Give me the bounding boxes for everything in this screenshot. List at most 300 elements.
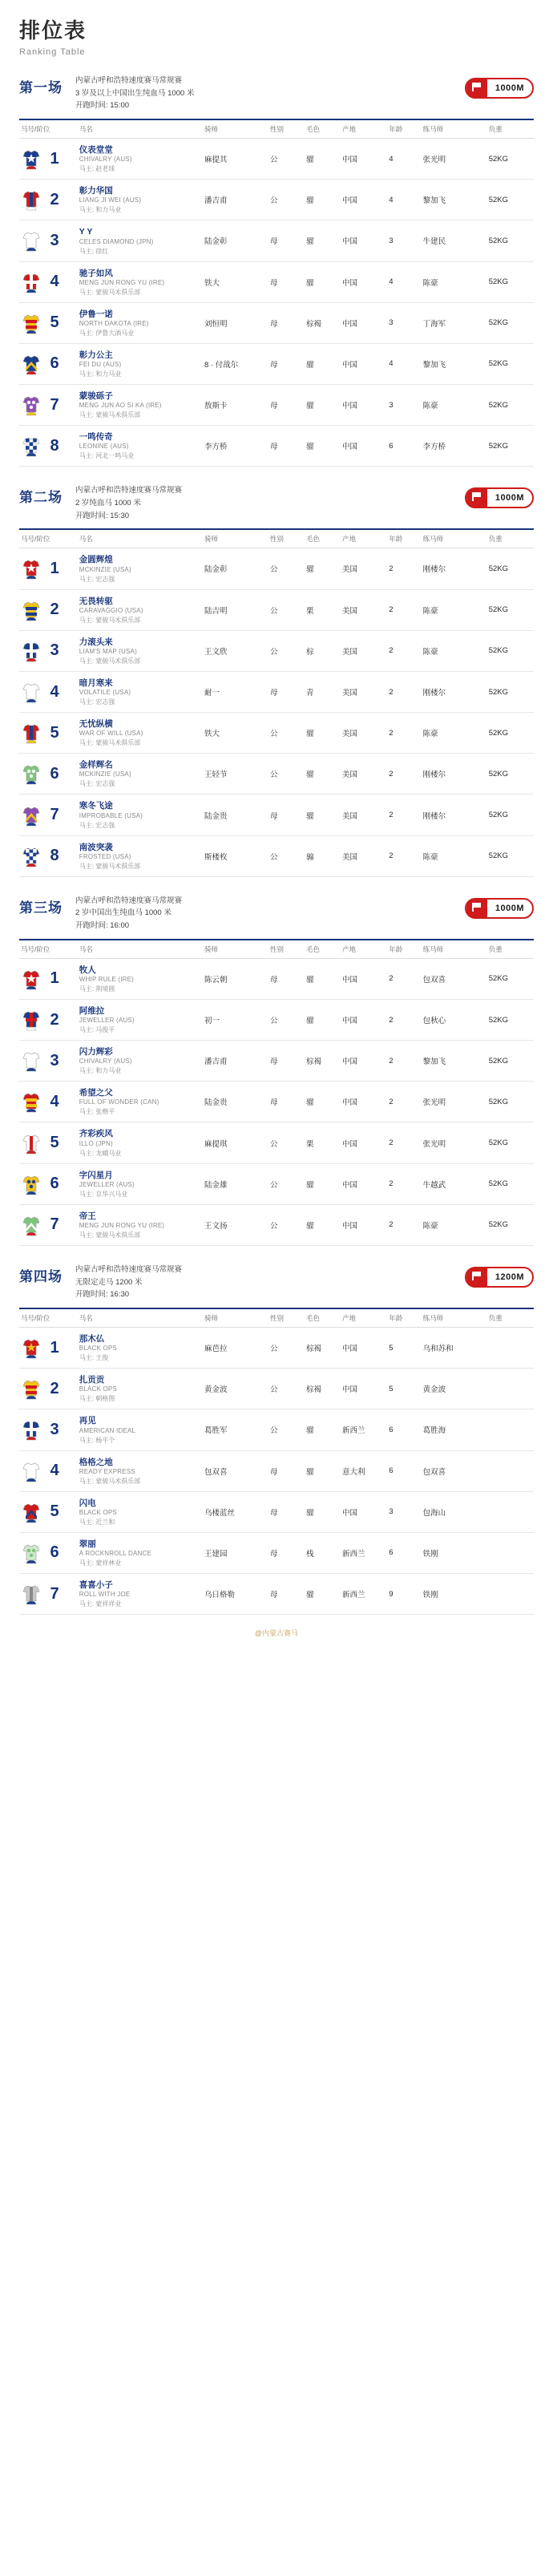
col-num: 马号/阶位 bbox=[19, 530, 78, 548]
trainer-name: 包双喜 bbox=[422, 1450, 487, 1491]
table-row[interactable] bbox=[19, 754, 534, 795]
col-color: 毛色 bbox=[305, 940, 341, 959]
carried-weight: 52KG bbox=[487, 139, 534, 180]
entry-number: 4 bbox=[50, 1092, 59, 1110]
horse-age: 2 bbox=[387, 671, 421, 712]
horse-color: 骝 bbox=[305, 1491, 341, 1532]
race-number: 第二场 bbox=[19, 490, 63, 506]
race-condition: 无限定走马 1200 米 bbox=[75, 1277, 143, 1287]
horse-origin: 美国 bbox=[341, 713, 387, 754]
horse-color: 骝 bbox=[305, 754, 341, 795]
table-row[interactable] bbox=[19, 1122, 534, 1163]
horse-color: 骝 bbox=[305, 180, 341, 220]
horse-name-en: BLACK OPS bbox=[79, 1345, 117, 1353]
table-row[interactable] bbox=[19, 1082, 534, 1122]
horse-name: 金圆辉煌 bbox=[79, 555, 113, 565]
race-block bbox=[19, 895, 534, 1246]
race-distance: 1000M bbox=[494, 903, 524, 913]
finish-flag-icon bbox=[472, 83, 482, 91]
table-row[interactable] bbox=[19, 835, 534, 876]
race-block bbox=[19, 484, 534, 876]
horse-age: 2 bbox=[387, 999, 421, 1040]
trainer-name: 陈豪 bbox=[422, 261, 487, 302]
table-row[interactable] bbox=[19, 385, 534, 426]
jockey-silk-icon bbox=[21, 1377, 42, 1401]
horse-owner: 马主: 朝格图 bbox=[79, 1395, 115, 1403]
horse-color: 骝 bbox=[305, 220, 341, 261]
horse-origin: 中国 bbox=[341, 385, 387, 426]
horse-origin: 美国 bbox=[341, 671, 387, 712]
trainer-name: 包海山 bbox=[422, 1491, 487, 1532]
page-subtitle: Ranking Table bbox=[19, 47, 86, 57]
table-row[interactable] bbox=[19, 1450, 534, 1491]
horse-owner: 马主: 宏志强 bbox=[79, 780, 115, 788]
entry-number-cell bbox=[19, 671, 78, 712]
horse-age: 3 bbox=[387, 302, 421, 343]
horse-name-en: LIANG JI WEI (AUS) bbox=[79, 196, 142, 204]
horse-name-en: CHIVALRY (AUS) bbox=[79, 1057, 132, 1066]
carried-weight bbox=[487, 1532, 534, 1573]
horse-color: 骝 bbox=[305, 426, 341, 467]
table-row[interactable] bbox=[19, 713, 534, 754]
horse-name-cell bbox=[78, 261, 203, 302]
horse-owner: 马主: 和力马业 bbox=[79, 1067, 122, 1075]
trainer-name: 包双喜 bbox=[422, 958, 487, 999]
horse-origin: 意大利 bbox=[341, 1450, 387, 1491]
table-row[interactable] bbox=[19, 1041, 534, 1082]
table-header-row bbox=[19, 120, 534, 139]
horse-name-en: MENG JUN RONG YU (IRE) bbox=[79, 1222, 165, 1229]
table-row[interactable] bbox=[19, 302, 534, 343]
horse-color: 棕褐 bbox=[305, 1328, 341, 1369]
horse-name-en: CARAVAGGIO (USA) bbox=[79, 606, 143, 614]
horse-origin: 中国 bbox=[341, 343, 387, 384]
jockey-name: 陈云朝 bbox=[203, 958, 268, 999]
carried-weight: 52KG bbox=[487, 589, 534, 630]
horse-sex: 公 bbox=[268, 999, 305, 1040]
horse-origin: 美国 bbox=[341, 630, 387, 671]
race-header bbox=[19, 484, 534, 530]
entries-table bbox=[19, 530, 534, 876]
horse-name: 无畏转驱 bbox=[79, 596, 113, 606]
table-row[interactable] bbox=[19, 630, 534, 671]
horse-color: 骝 bbox=[305, 261, 341, 302]
jockey-silk-icon bbox=[21, 680, 42, 704]
horse-name-en: READY EXPRESS bbox=[79, 1467, 135, 1475]
horse-name-cell bbox=[78, 713, 203, 754]
horse-age: 5 bbox=[387, 1328, 421, 1369]
horse-name-en: CHIVALRY (AUS) bbox=[79, 156, 132, 164]
table-row[interactable] bbox=[19, 589, 534, 630]
jockey-silk-icon bbox=[21, 228, 42, 253]
horse-owner: 马主: 蒙骏马术俱乐部 bbox=[79, 288, 141, 296]
horse-sex: 公 bbox=[268, 1122, 305, 1163]
entry-number: 6 bbox=[50, 1543, 59, 1562]
horse-age: 4 bbox=[387, 180, 421, 220]
entries-table bbox=[19, 1309, 534, 1615]
table-row[interactable] bbox=[19, 1369, 534, 1409]
carried-weight: 52KG bbox=[487, 835, 534, 876]
entry-number: 7 bbox=[50, 1584, 59, 1603]
jockey-silk-icon bbox=[21, 393, 42, 417]
carried-weight: 52KG bbox=[487, 1163, 534, 1204]
trainer-name: 刚楼尔 bbox=[422, 754, 487, 795]
table-row[interactable] bbox=[19, 671, 534, 712]
horse-age: 2 bbox=[387, 958, 421, 999]
horse-name: 希望之父 bbox=[79, 1088, 113, 1098]
horse-name-cell bbox=[78, 1041, 203, 1082]
horse-sex: 母 bbox=[268, 1491, 305, 1532]
table-row[interactable] bbox=[19, 220, 534, 261]
entry-number: 3 bbox=[50, 641, 59, 660]
horse-name-cell bbox=[78, 1450, 203, 1491]
jockey-name: 陆吉明 bbox=[203, 589, 268, 630]
entry-number-cell bbox=[19, 261, 78, 302]
jockey-silk-icon bbox=[21, 1213, 42, 1237]
distance-badge bbox=[465, 487, 534, 508]
col-weight: 负重 bbox=[487, 530, 534, 548]
jockey-name: 潘吉甫 bbox=[203, 1041, 268, 1082]
horse-owner: 马主: 宏志强 bbox=[79, 821, 115, 829]
col-weight: 负重 bbox=[487, 120, 534, 139]
trainer-name: 陈豪 bbox=[422, 385, 487, 426]
col-trainer: 练马师 bbox=[422, 940, 487, 959]
horse-color: 棕褐 bbox=[305, 302, 341, 343]
jockey-name: 麻芭拉 bbox=[203, 1328, 268, 1369]
horse-name-cell bbox=[78, 1532, 203, 1573]
entry-number: 4 bbox=[50, 682, 59, 701]
horse-name-en: JEWELLER (AUS) bbox=[79, 1017, 135, 1025]
horse-name-en: ILLO (JPN) bbox=[79, 1139, 113, 1147]
col-sex: 性别 bbox=[268, 530, 305, 548]
entry-number-cell bbox=[19, 1574, 78, 1615]
entry-number: 2 bbox=[50, 1379, 59, 1397]
race-header bbox=[19, 1264, 534, 1309]
col-trainer: 练马师 bbox=[422, 120, 487, 139]
horse-owner: 马主: 蒙骏马术俱乐部 bbox=[79, 1477, 141, 1485]
horse-sex: 母 bbox=[268, 261, 305, 302]
entry-number-cell bbox=[19, 1041, 78, 1082]
entry-number-cell bbox=[19, 589, 78, 630]
table-row[interactable] bbox=[19, 1532, 534, 1573]
trainer-name: 铁刚 bbox=[422, 1532, 487, 1573]
horse-sex: 公 bbox=[268, 1163, 305, 1204]
col-origin: 产地 bbox=[341, 530, 387, 548]
horse-age: 6 bbox=[387, 1532, 421, 1573]
horse-origin: 中国 bbox=[341, 958, 387, 999]
col-sex: 性别 bbox=[268, 1309, 305, 1328]
carried-weight: 52KG bbox=[487, 302, 534, 343]
table-row[interactable] bbox=[19, 343, 534, 384]
horse-origin: 中国 bbox=[341, 1122, 387, 1163]
entries-table bbox=[19, 120, 534, 467]
entry-number: 6 bbox=[50, 354, 59, 373]
entry-number-cell bbox=[19, 548, 78, 589]
horse-origin: 中国 bbox=[341, 139, 387, 180]
table-row[interactable] bbox=[19, 1574, 534, 1615]
trainer-name: 刚楼尔 bbox=[422, 671, 487, 712]
horse-age: 2 bbox=[387, 1204, 421, 1245]
horse-name-cell bbox=[78, 548, 203, 589]
distance-badge bbox=[465, 78, 534, 99]
carried-weight: 52KG bbox=[487, 1082, 534, 1122]
horse-origin: 新西兰 bbox=[341, 1574, 387, 1615]
horse-origin: 新西兰 bbox=[341, 1409, 387, 1450]
col-color: 毛色 bbox=[305, 120, 341, 139]
horse-owner: 马主: 蒙骏马术俱乐部 bbox=[79, 1231, 141, 1239]
horse-name-cell bbox=[78, 180, 203, 220]
race-distance: 1000M bbox=[494, 493, 524, 503]
carried-weight: 52KG bbox=[487, 180, 534, 220]
carried-weight bbox=[487, 1450, 534, 1491]
horse-name-cell bbox=[78, 795, 203, 835]
horse-name: 暗月寒来 bbox=[79, 677, 113, 688]
jockey-name: 敖斯卡 bbox=[203, 385, 268, 426]
table-row[interactable] bbox=[19, 261, 534, 302]
horse-origin: 中国 bbox=[341, 1369, 387, 1409]
race-number: 第一场 bbox=[19, 80, 63, 95]
footer-handle: @内蒙古赛马 bbox=[254, 1629, 299, 1638]
race-start-time: 开跑时间: 15:00 bbox=[75, 101, 130, 111]
horse-origin: 美国 bbox=[341, 754, 387, 795]
horse-owner: 马主: 近兰和 bbox=[79, 1518, 115, 1526]
horse-name-en: JEWELLER (AUS) bbox=[79, 1180, 135, 1188]
horse-sex: 公 bbox=[268, 180, 305, 220]
horse-sex: 公 bbox=[268, 548, 305, 589]
horse-name: 那木仏 bbox=[79, 1334, 105, 1345]
table-header-row bbox=[19, 530, 534, 548]
horse-name: 彰力公主 bbox=[79, 350, 113, 360]
horse-owner: 马主: 杨平个 bbox=[79, 1436, 115, 1444]
horse-owner: 马主: 蒙骏马术俱乐部 bbox=[79, 657, 141, 665]
horse-color: 骝 bbox=[305, 1204, 341, 1245]
entry-number-cell bbox=[19, 1204, 78, 1245]
carried-weight: 52KG bbox=[487, 426, 534, 467]
trainer-name: 葛胜海 bbox=[422, 1409, 487, 1450]
jockey-silk-icon bbox=[21, 762, 42, 786]
carried-weight: 52KG bbox=[487, 1041, 534, 1082]
entry-number-cell bbox=[19, 1328, 78, 1369]
carried-weight: 52KG bbox=[487, 671, 534, 712]
horse-name: 喜喜小子 bbox=[79, 1580, 113, 1591]
horse-name: Y Y bbox=[79, 227, 93, 237]
carried-weight: 52KG bbox=[487, 343, 534, 384]
horse-owner: 马主: 和力马业 bbox=[79, 370, 122, 378]
entry-number: 2 bbox=[50, 1010, 59, 1029]
carried-weight bbox=[487, 1369, 534, 1409]
entry-number-cell bbox=[19, 385, 78, 426]
carried-weight: 52KG bbox=[487, 999, 534, 1040]
entry-number-cell bbox=[19, 1082, 78, 1122]
trainer-name: 黄金波 bbox=[422, 1369, 487, 1409]
jockey-name: 乌日格勒 bbox=[203, 1574, 268, 1615]
jockey-silk-icon bbox=[21, 1008, 42, 1032]
horse-name-cell bbox=[78, 302, 203, 343]
horse-age: 9 bbox=[387, 1574, 421, 1615]
horse-name-en: LIAM'S MAP (USA) bbox=[79, 647, 137, 655]
entry-number-cell bbox=[19, 180, 78, 220]
jockey-silk-icon bbox=[21, 1336, 42, 1360]
horse-owner: 马主: 蒙骏马术俱乐部 bbox=[79, 862, 141, 870]
entry-number-cell bbox=[19, 835, 78, 876]
horse-age: 4 bbox=[387, 261, 421, 302]
horse-sex: 公 bbox=[268, 589, 305, 630]
entry-number-cell bbox=[19, 713, 78, 754]
table-row[interactable] bbox=[19, 1491, 534, 1532]
horse-name-cell bbox=[78, 220, 203, 261]
horse-name-en: AMERICAN IDEAL bbox=[79, 1426, 136, 1434]
race-block bbox=[19, 75, 534, 467]
horse-name: 扎贡贡 bbox=[79, 1375, 105, 1385]
horse-name-cell bbox=[78, 589, 203, 630]
horse-name-en: WHIP RULE (IRE) bbox=[79, 975, 134, 983]
jockey-name: 潘吉甫 bbox=[203, 180, 268, 220]
horse-name-en: NORTH DAKOTA (IRE) bbox=[79, 319, 149, 327]
table-row[interactable] bbox=[19, 795, 534, 835]
distance-badge-wrap bbox=[458, 484, 534, 512]
horse-origin: 中国 bbox=[341, 1163, 387, 1204]
horse-name-en: ROLL WITH JOE bbox=[79, 1591, 131, 1599]
col-age: 年龄 bbox=[387, 1309, 421, 1328]
entry-number: 5 bbox=[50, 723, 59, 742]
horse-name: 齐彩疾风 bbox=[79, 1129, 113, 1139]
horse-color: 骝 bbox=[305, 1450, 341, 1491]
jockey-name: 斯楼枚 bbox=[203, 835, 268, 876]
jockey-silk-icon bbox=[21, 270, 42, 294]
horse-origin: 中国 bbox=[341, 302, 387, 343]
horse-owner: 马主: 京华兴马业 bbox=[79, 1190, 128, 1198]
horse-owner: 马主: 宏志强 bbox=[79, 575, 115, 583]
horse-owner: 马主: 王俊 bbox=[79, 1354, 109, 1362]
table-row[interactable] bbox=[19, 1204, 534, 1245]
entry-number-cell bbox=[19, 1369, 78, 1409]
entry-number-cell bbox=[19, 754, 78, 795]
horse-age: 2 bbox=[387, 835, 421, 876]
table-row[interactable] bbox=[19, 958, 534, 999]
horse-name-cell bbox=[78, 1491, 203, 1532]
horse-age: 6 bbox=[387, 1409, 421, 1450]
horse-sex: 母 bbox=[268, 1450, 305, 1491]
horse-name: 翠丽 bbox=[79, 1539, 96, 1549]
table-row[interactable] bbox=[19, 180, 534, 220]
carried-weight bbox=[487, 1409, 534, 1450]
jockey-name: 8 · 付战尔 bbox=[203, 343, 268, 384]
horse-origin: 美国 bbox=[341, 795, 387, 835]
col-trainer: 练马师 bbox=[422, 1309, 487, 1328]
entry-number: 8 bbox=[50, 847, 59, 865]
jockey-silk-icon bbox=[21, 147, 42, 171]
entry-number: 5 bbox=[50, 1502, 59, 1521]
horse-age: 2 bbox=[387, 630, 421, 671]
col-name: 马名 bbox=[78, 530, 203, 548]
horse-origin: 中国 bbox=[341, 1082, 387, 1122]
horse-name-cell bbox=[78, 835, 203, 876]
table-row[interactable] bbox=[19, 1328, 534, 1369]
horse-age: 4 bbox=[387, 343, 421, 384]
table-header-row bbox=[19, 940, 534, 959]
entry-number: 6 bbox=[50, 764, 59, 783]
entry-number-cell bbox=[19, 1122, 78, 1163]
entry-number-cell bbox=[19, 302, 78, 343]
col-origin: 产地 bbox=[341, 1309, 387, 1328]
trainer-name: 张光明 bbox=[422, 1082, 487, 1122]
horse-name-cell bbox=[78, 1369, 203, 1409]
horse-age: 6 bbox=[387, 426, 421, 467]
jockey-silk-icon bbox=[21, 721, 42, 745]
carried-weight: 52KG bbox=[487, 754, 534, 795]
carried-weight bbox=[487, 1328, 534, 1369]
horse-age: 2 bbox=[387, 1122, 421, 1163]
entry-number: 7 bbox=[50, 1215, 59, 1234]
table-row[interactable] bbox=[19, 426, 534, 467]
table-header-row bbox=[19, 1309, 534, 1328]
jockey-name: 李方桥 bbox=[203, 426, 268, 467]
table-row[interactable] bbox=[19, 999, 534, 1040]
jockey-silk-icon bbox=[21, 352, 42, 376]
horse-name-cell bbox=[78, 958, 203, 999]
table-row[interactable] bbox=[19, 548, 534, 589]
horse-origin: 新西兰 bbox=[341, 1532, 387, 1573]
page-title: 排位表 bbox=[19, 18, 87, 42]
trainer-name: 陈豪 bbox=[422, 589, 487, 630]
horse-owner: 马主: 徐红 bbox=[79, 247, 109, 255]
jockey-name: 乌楼蓝丝 bbox=[203, 1491, 268, 1532]
col-sex: 性别 bbox=[268, 940, 305, 959]
col-weight: 负重 bbox=[487, 940, 534, 959]
horse-name: 力滚头来 bbox=[79, 637, 113, 647]
horse-sex: 母 bbox=[268, 1574, 305, 1615]
race-distance: 1000M bbox=[494, 83, 524, 93]
horse-origin: 中国 bbox=[341, 1328, 387, 1369]
horse-sex: 公 bbox=[268, 1328, 305, 1369]
jockey-name: 黄金波 bbox=[203, 1369, 268, 1409]
col-origin: 产地 bbox=[341, 940, 387, 959]
carried-weight: 52KG bbox=[487, 958, 534, 999]
entry-number: 5 bbox=[50, 313, 59, 332]
horse-name-cell bbox=[78, 385, 203, 426]
carried-weight: 52KG bbox=[487, 795, 534, 835]
jockey-silk-icon bbox=[21, 967, 42, 991]
horse-name-cell bbox=[78, 343, 203, 384]
entry-number-cell bbox=[19, 343, 78, 384]
horse-color: 骝 bbox=[305, 1409, 341, 1450]
table-row[interactable] bbox=[19, 1409, 534, 1450]
horse-sex: 公 bbox=[268, 139, 305, 180]
race-meta bbox=[75, 895, 182, 932]
table-row[interactable] bbox=[19, 139, 534, 180]
table-row[interactable] bbox=[19, 1163, 534, 1204]
race-start-time: 开跑时间: 15:30 bbox=[75, 511, 130, 520]
horse-name: 阿维拉 bbox=[79, 1005, 105, 1016]
horse-color: 骝 bbox=[305, 139, 341, 180]
entry-number: 5 bbox=[50, 1134, 59, 1152]
horse-name-cell bbox=[78, 1574, 203, 1615]
race-list bbox=[19, 75, 534, 1615]
horse-name: 闪电 bbox=[79, 1498, 96, 1508]
trainer-name: 张光明 bbox=[422, 139, 487, 180]
horse-origin: 中国 bbox=[341, 1491, 387, 1532]
entry-number-cell bbox=[19, 1163, 78, 1204]
jockey-silk-icon bbox=[21, 1500, 42, 1524]
entries-table bbox=[19, 940, 534, 1246]
horse-color: 骝 bbox=[305, 999, 341, 1040]
carried-weight: 52KG bbox=[487, 630, 534, 671]
horse-owner: 马主: 伊鲁大酒马业 bbox=[79, 329, 135, 337]
entry-number-cell bbox=[19, 1532, 78, 1573]
race-block bbox=[19, 1264, 534, 1615]
entry-number: 1 bbox=[50, 149, 59, 168]
jockey-name: 王文扬 bbox=[203, 1204, 268, 1245]
